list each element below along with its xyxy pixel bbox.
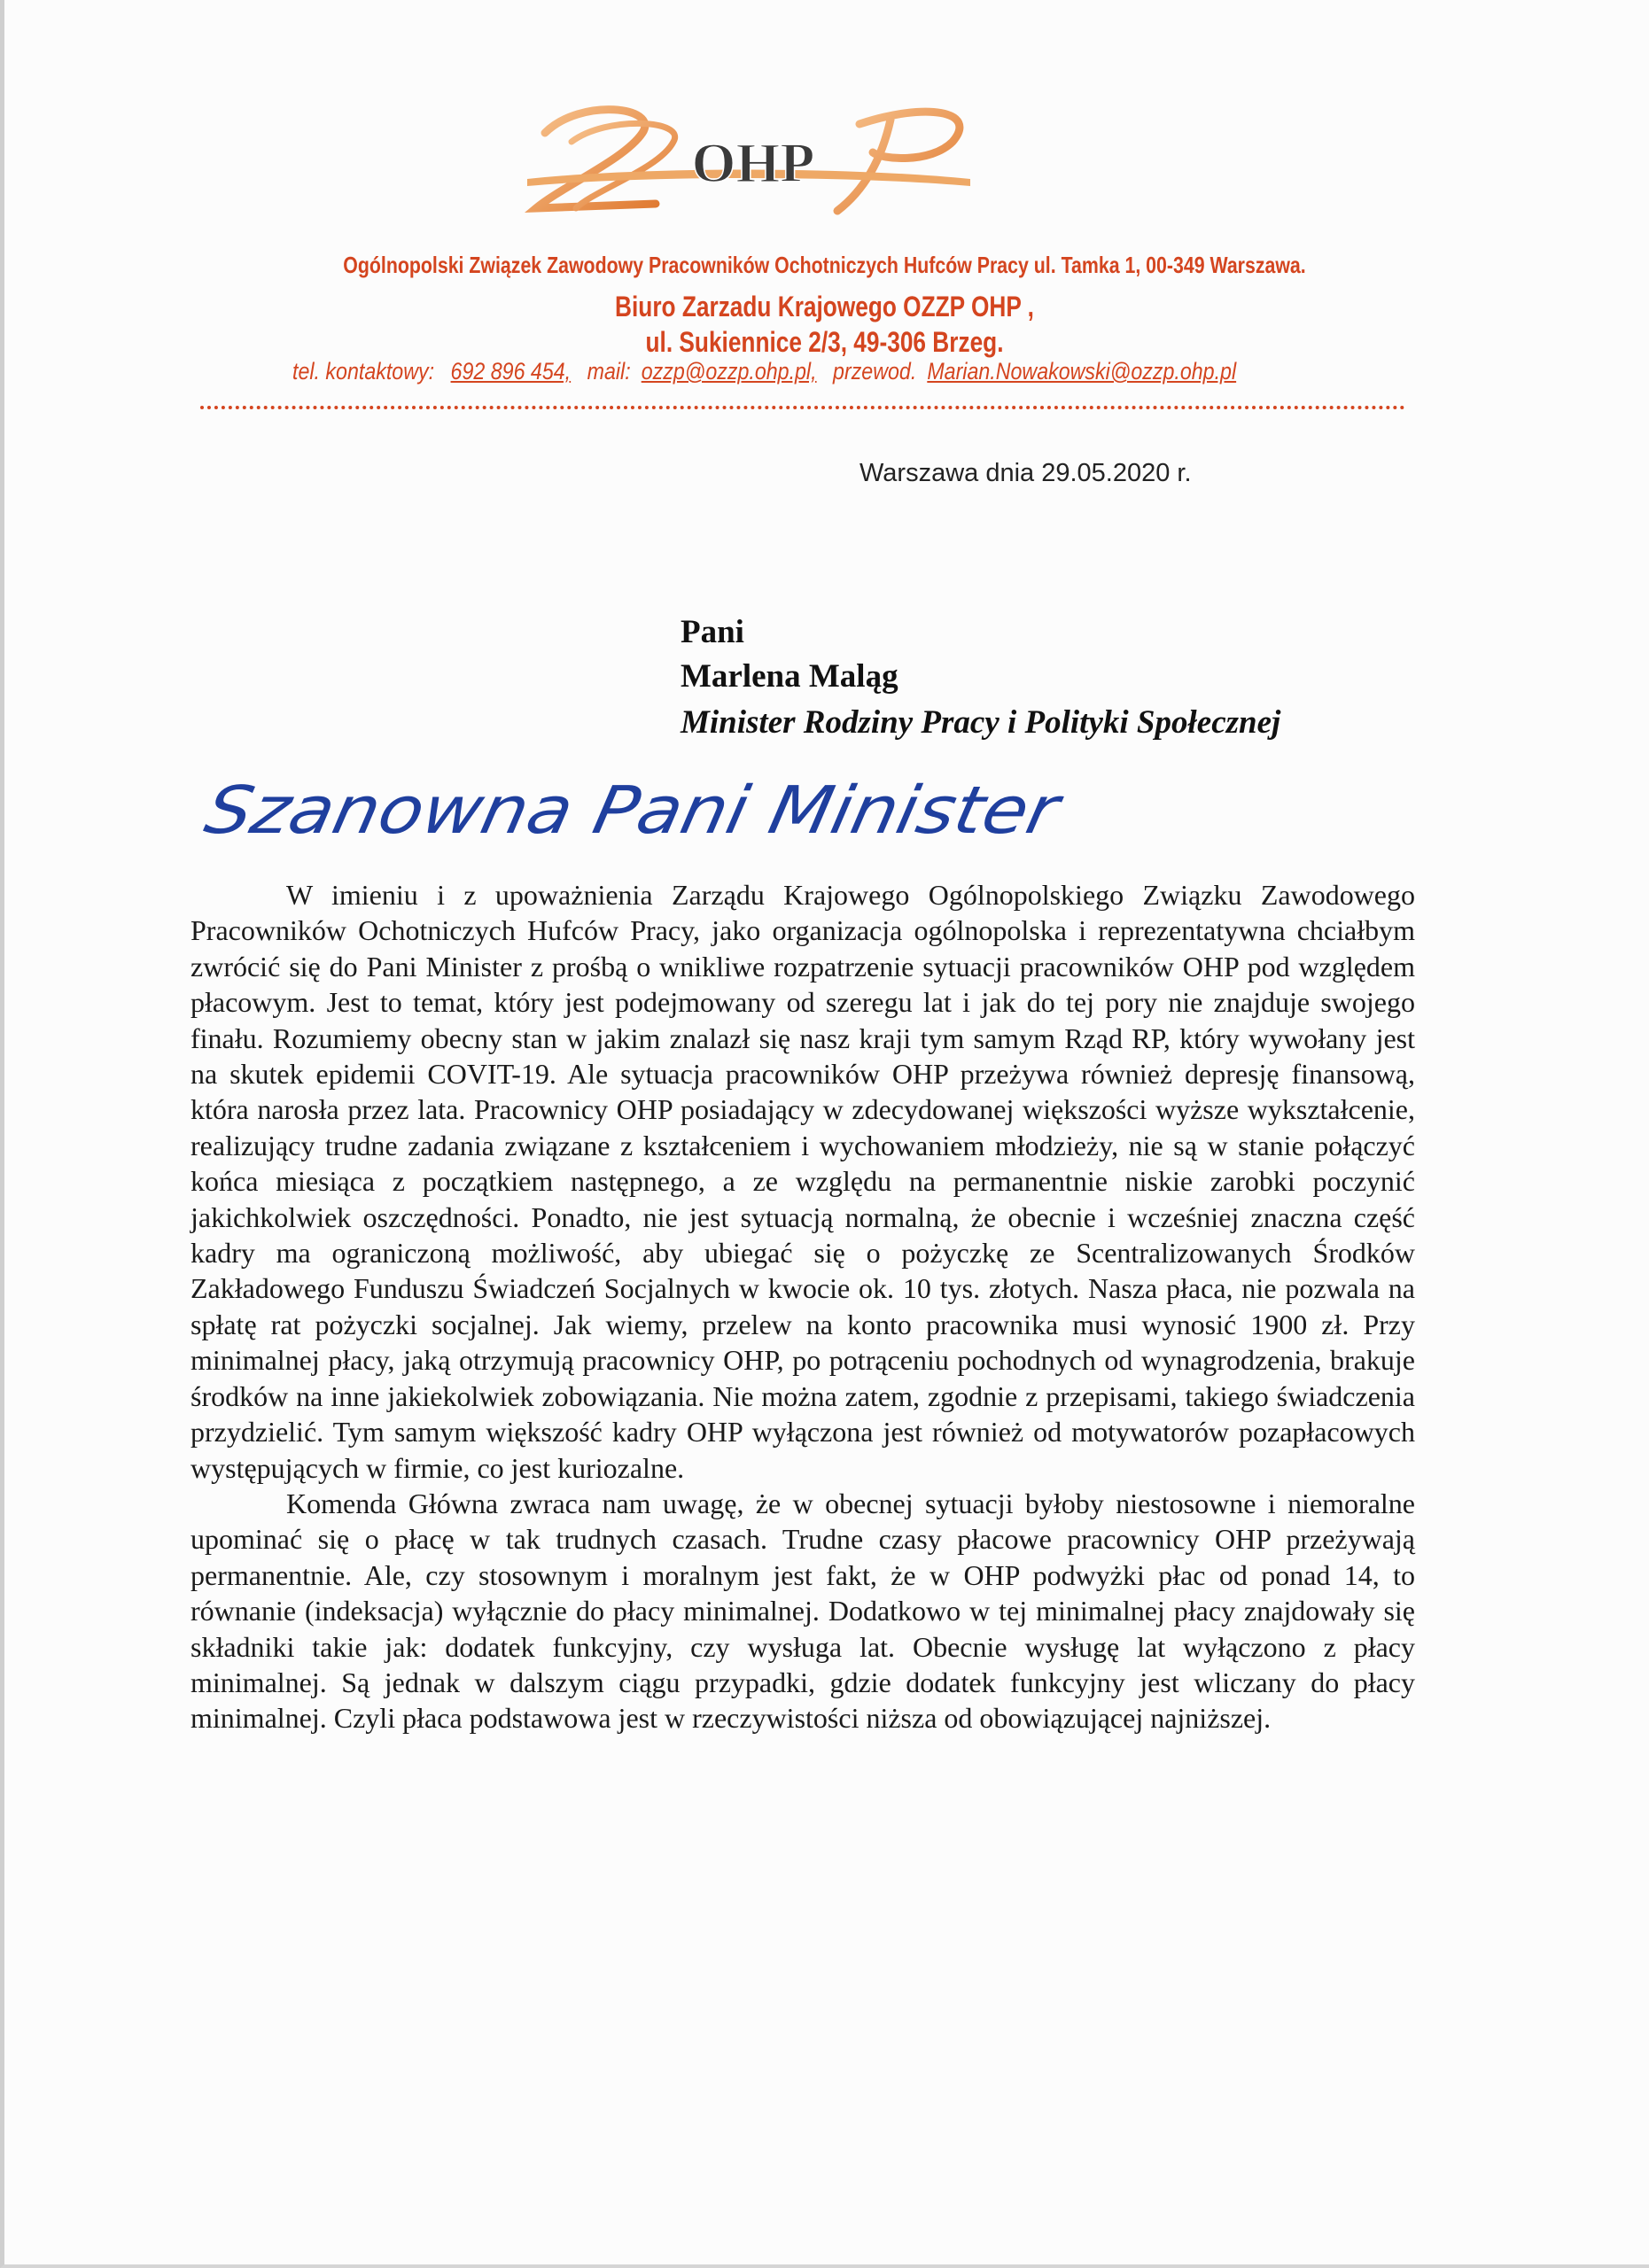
ozzp-ohp-logo-graphic: [509, 97, 988, 221]
handwritten-greeting: [191, 762, 1077, 868]
logo-text: OHP: [691, 131, 815, 194]
office-address-line: ul. Sukiennice 2/3, 49-306 Brzeg.: [645, 326, 1004, 358]
chair-mail-link[interactable]: Marian.Nowakowski@ozzp.ohp.pl: [927, 358, 1237, 384]
office-name-line: Biuro Zarzadu Krajowego OZZP OHP ,: [615, 291, 1034, 322]
org-name-line: Ogólnopolski Związek Zawodowy Pracowników Ochotniczych Hufców Pracy ul. Tamka 1, 00-349 Warszawa.: [343, 252, 1306, 278]
body-paragraph-1: W imieniu i z upoważnienia Zarządu Krajowego Ogólnopolskiego Związku Zawodowego Pracowników Ochotniczych Hufców Pracy, jako organizacja ogólnopolska i reprezentatywna chciałbym zwrócić się do Pani Minister z prośbą o wnikliwe rozpatrzenie sytuacji pracowników OHP pod względem płacowym. Jest to temat, który jest podejmowany od szeregu lat i jak do tej pory nie znajduje swojego finału. Rozumiemy obecny stan w jakim znalazł się nasz kraji tym samym Rząd RP, który wywołany jest na skutek epidemii COVIT-19. Ale sytuacja pracowników OHP przeżywa również depresję finansową, która narosła przez lata. Pracownicy OHP posiadający w zdecydowanej większości wyższe wykształcenie, realizujący trudne zadania związane z kształceniem i wychowaniem młodzieży, nie są w stanie połączyć końca miesiąca z początkiem następnego, a ze względu na permanentnie niskie zarobki poczynić jakichkolwiek oszczędności. Ponadto, nie jest sytuacją normalną, że obecnie i wcześniej znaczna część kadry ma ograniczoną możliwość, aby ubiegać się o pożyczkę ze Scentralizowanych Środków Zakładowego Funduszu Świadczeń Socjalnych w kwocie ok. 10 tys. złotych. Nasza płaca, nie pozwala na spłatę rat pożyczki socjalnej. Jak wiemy, przelew na konto pracownika musi wynosić 1900 zł. Przy minimalnej płacy, jaką otrzymują pracownicy OHP, po potrąceniu pochodnych od wynagrodzenia, brakuje środków na inne jakiekolwiek zobowiązania. Nie można zatem, zgodnie z przepisami, takiego świadczenia przydzielić. Tym samym większość kadry OHP wyłączona jest również od motywatorów pozapłacowych występujących w firmie, co jest kuriozalne.: [191, 879, 1415, 1484]
addressee-salutation: Pani: [681, 614, 744, 650]
letter-date: Warszawa dnia 29.05.2020 r.: [860, 459, 1192, 487]
ozzp-ohp-logo: [509, 97, 988, 221]
addressee-title: Minister Rodziny Pracy i Polityki Społecznej: [681, 704, 1281, 741]
contact-line: [292, 358, 1237, 393]
phone-label: tel. kontaktowy:: [292, 358, 435, 384]
mail-link[interactable]: ozzp@ozzp.ohp.pl,: [641, 358, 817, 384]
mail-label: mail:: [587, 358, 631, 384]
letter-body: [191, 877, 1415, 1736]
body-paragraph-2: Komenda Główna zwraca nam uwagę, że w obecnej sytuacji byłoby niestosowne i niemoralne upominać się o płacę w tak trudnych czasach. Trudne czasy płacowe pracownicy OHP przeżywają permanentnie. Ale, czy stosownym i moralnym jest fakt, że w OHP podwyżki płac od ponad 14, to równanie (indeksacja) wyłącznie do płacy minimalnej. Dodatkowo w tej minimalnej płacy znajdowały się składniki takie jak: dodatek funkcyjny, czy wysługa lat. Obecnie wysługę lat wyłączono z płacy minimalnej. Są jednak w dalszym ciągu przypadki, gdzie dodatek funkcyjny jest wliczany do płacy minimalnej. Czyli płaca podstawowa jest w rzeczywistości niższa od obowiązującej najniższej.: [191, 1487, 1415, 1735]
header-divider: [200, 406, 1405, 409]
greeting-text: Szanowna Pani Minister: [198, 772, 992, 849]
chair-label: przewod.: [833, 358, 917, 384]
handwritten-greeting-graphic: [191, 762, 1077, 868]
addressee-name: Marlena Maląg: [681, 658, 898, 695]
phone-number: 692 896 454,: [450, 358, 572, 384]
